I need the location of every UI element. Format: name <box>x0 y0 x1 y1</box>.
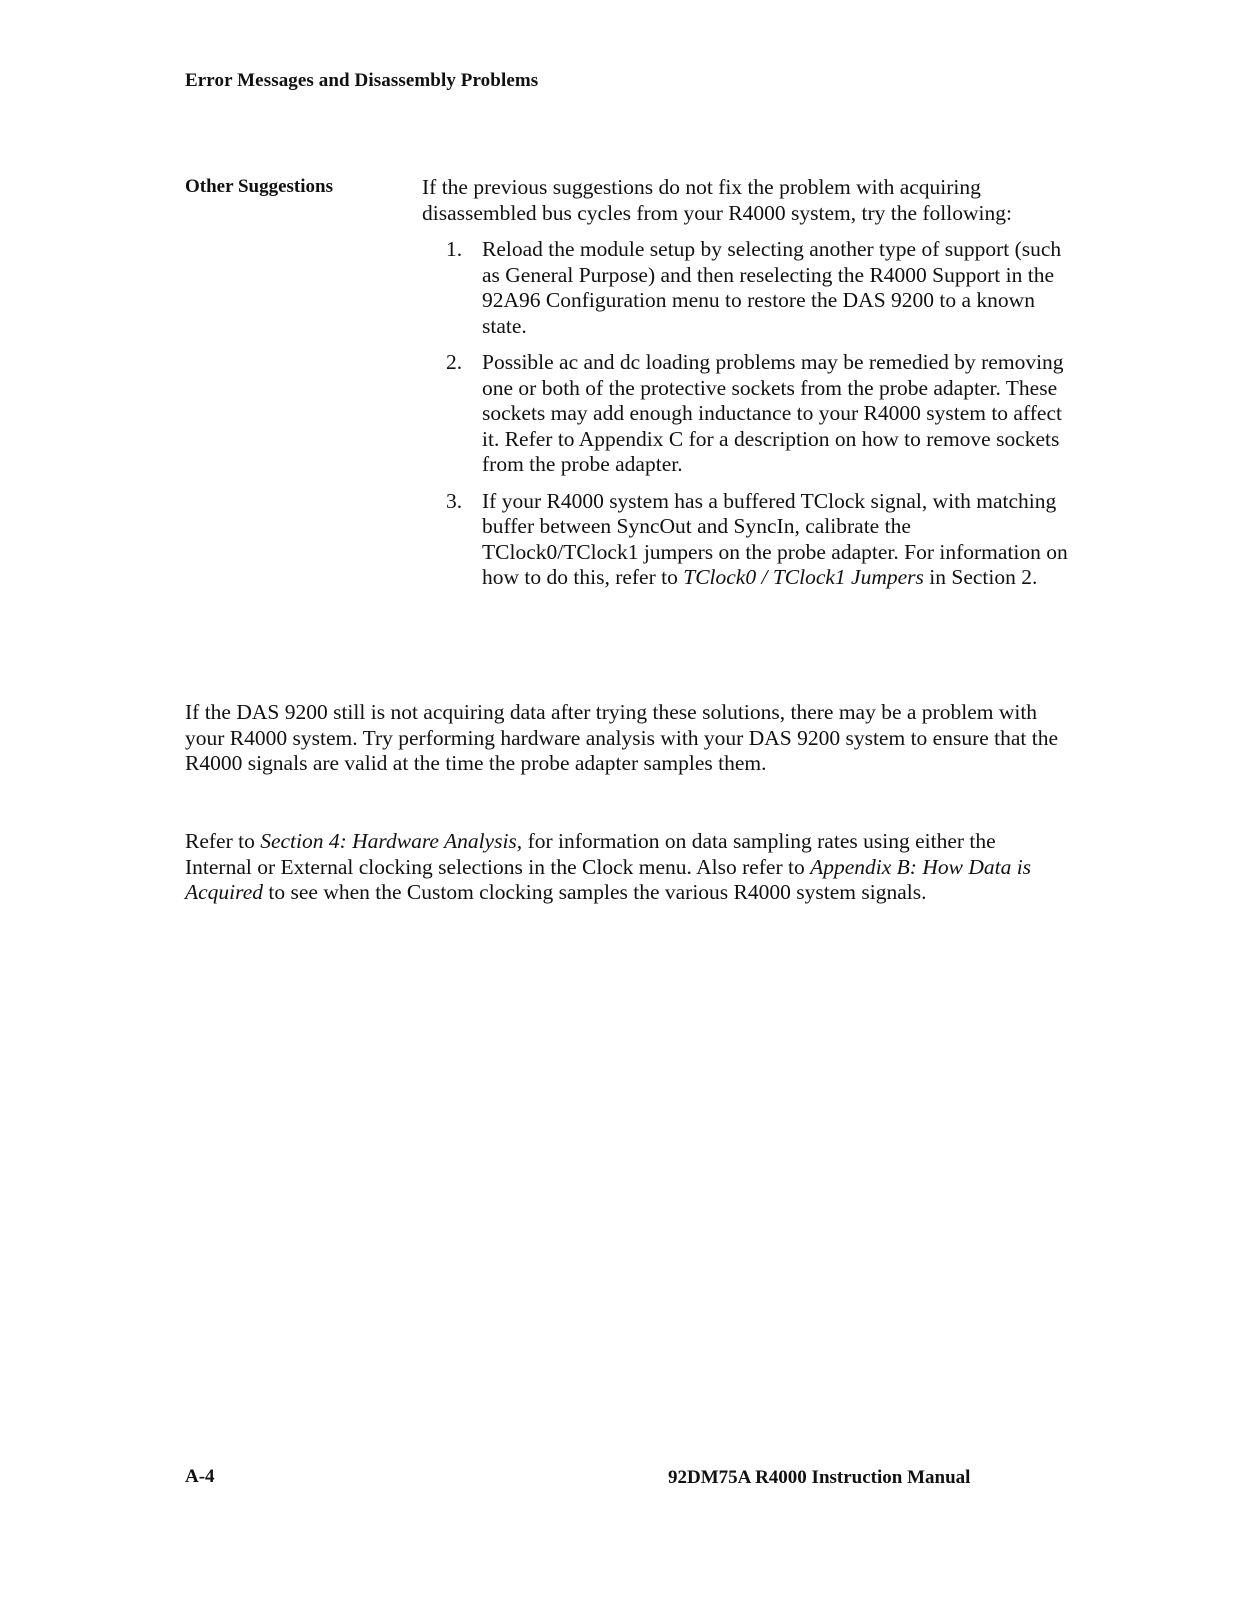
list-item-text: Reload the module setup by selecting another type of support (such as General Purpose) and then reselecting the R4000 Support in the 92A96 Configuration menu to restore the DAS 9200 to a known state. <box>482 237 1062 338</box>
manual-title: 92DM75A R4000 Instruction Manual <box>668 1467 971 1488</box>
list-item <box>422 237 1072 339</box>
list-item-number: 1. <box>446 237 463 261</box>
section-4-reference: Section 4: Hardware Analysis, <box>260 829 523 853</box>
list-item-text-part: in Section 2. <box>923 565 1038 589</box>
list-item-text-part: If your R4000 system has a buffered TClock signal, with matching buffer between SyncOut and SyncIn, calibrate the TClock0/TClock1 jumpers on the probe adapter. For information on how to do this, refer to <box>482 488 1068 589</box>
appendix-b-reference: Appendix B: How Data is Acquired <box>185 854 1032 904</box>
section-side-label: Other Suggestions <box>185 176 333 197</box>
list-item-number: 3. <box>446 488 463 513</box>
list-item-text: Possible ac and dc loading problems may be remedied by removing one or both of the protective sockets from the probe adapter. These sockets may add enough inductance to your R4000 system to affect it. Refer to Appendix C for a description on how to remove sockets from the probe adapter. <box>482 350 1064 476</box>
text-run: Refer to <box>185 829 261 853</box>
suggestion-list <box>422 237 1072 591</box>
paragraph-refer-to <box>185 829 1065 906</box>
page-number: A-4 <box>185 1466 215 1487</box>
suggestions-column <box>422 175 1072 602</box>
list-item <box>422 350 1072 478</box>
jumpers-reference: TClock0 / TClock1 Jumpers <box>683 565 924 589</box>
text-run: to see when the Custom clocking samples the various R4000 system signals. <box>263 880 927 904</box>
running-header: Error Messages and Disassembly Problems <box>185 70 539 91</box>
list-item-text <box>482 489 1068 590</box>
text-run: for information on data sampling rates using either the Internal or External clocking selections in the Clock menu. Also refer to <box>185 829 996 879</box>
paragraph-text <box>185 829 1065 906</box>
list-item <box>422 489 1072 591</box>
suggestions-intro: If the previous suggestions do not fix the problem with acquiring disassembled bus cycles from your R4000 system, try the following: <box>422 175 1012 225</box>
list-item-number: 2. <box>446 350 463 374</box>
paragraph-still-not-acquiring <box>185 700 1065 777</box>
paragraph-text: If the DAS 9200 still is not acquiring data after trying these solutions, there may be a problem with your R4000 system. Try performing hardware analysis with your DAS 9200 system to ensure that the R4000 signals are valid at the time the probe adapter samples them. <box>185 700 1059 775</box>
